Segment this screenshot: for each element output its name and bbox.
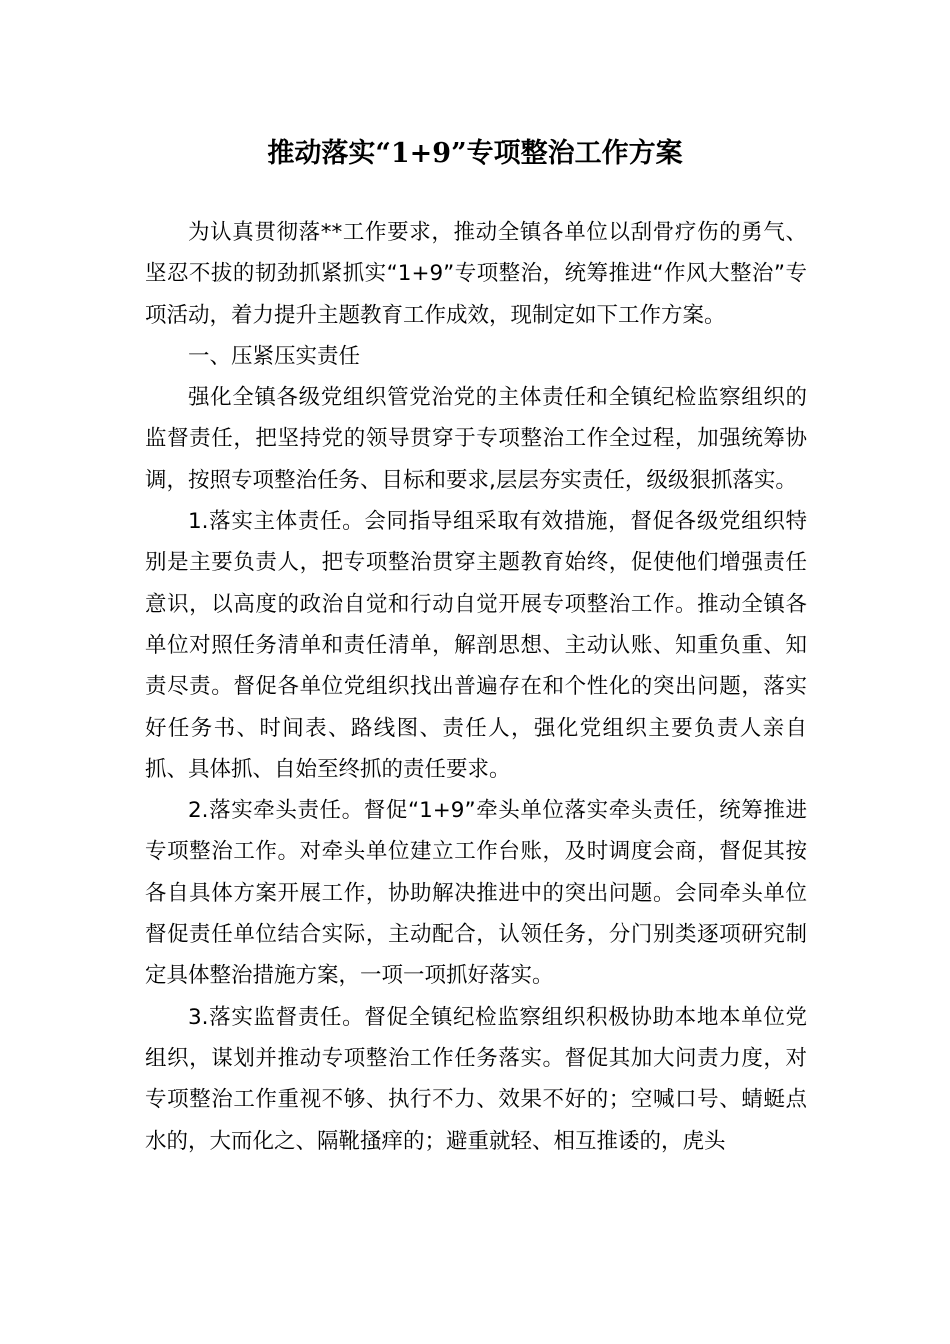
document-title: 推动落实“1+9”专项整治工作方案	[267, 138, 683, 169]
section-heading-1: 一、压紧压实责任	[188, 343, 361, 369]
paragraph-section-1: 强化全镇各级党组织管党治党的主体责任和全镇纪检监察组织的监督责任，把坚持党的领导贯穿于专项整治工作全过程，加强统筹协调，按照专项整治任务、目标和要求,层层夯实责任，级级狠抓落实。	[145, 385, 807, 493]
paragraph-intro: 为认真贯彻落**工作要求，推动全镇各单位以刮骨疗伤的勇气、坚忍不拔的韧劲抓紧抓实“1+9”专项整治，统筹推进“作风大整治”专项活动，着力提升主题教育工作成效，现制定如下工作方案。	[145, 220, 807, 328]
paragraph-item-3: 3.落实监督责任。督促全镇纪检监察组织积极协助本地本单位党组织，谋划并推动专项整治工作任务落实。督促其加大问责力度，对专项整治工作重视不够、执行不力、效果不好的；空喊口号、蜻蜓点水的，大而化之、隔靴搔痒的；避重就轻、相互推诿的，虎头	[145, 1004, 807, 1154]
document-body	[145, 212, 807, 1162]
paragraph-item-2: 2.落实牵头责任。督促“1+9”牵头单位落实牵头责任，统筹推进专项整治工作。对牵头单位建立工作台账，及时调度会商，督促其按各自具体方案开展工作，协助解决推进中的突出问题。会同牵头单位督促责任单位结合实际，主动配合，认领任务，分门别类逐项研究制定具体整治措施方案，一项一项抓好落实。	[145, 798, 807, 989]
paragraph-item-1: 1.落实主体责任。会同指导组采取有效措施，督促各级党组织特别是主要负责人，把专项整治贯穿主题教育始终，促使他们增强责任意识，以高度的政治自觉和行动自觉开展专项整治工作。推动全镇各单位对照任务清单和责任清单，解剖思想、主动认账、知重负重、知责尽责。督促各单位党组织找出普遍存在和个性化的突出问题，落实好任务书、时间表、路线图、责任人，强化党组织主要负责人亲自抓、具体抓、自始至终抓的责任要求。	[145, 509, 807, 782]
